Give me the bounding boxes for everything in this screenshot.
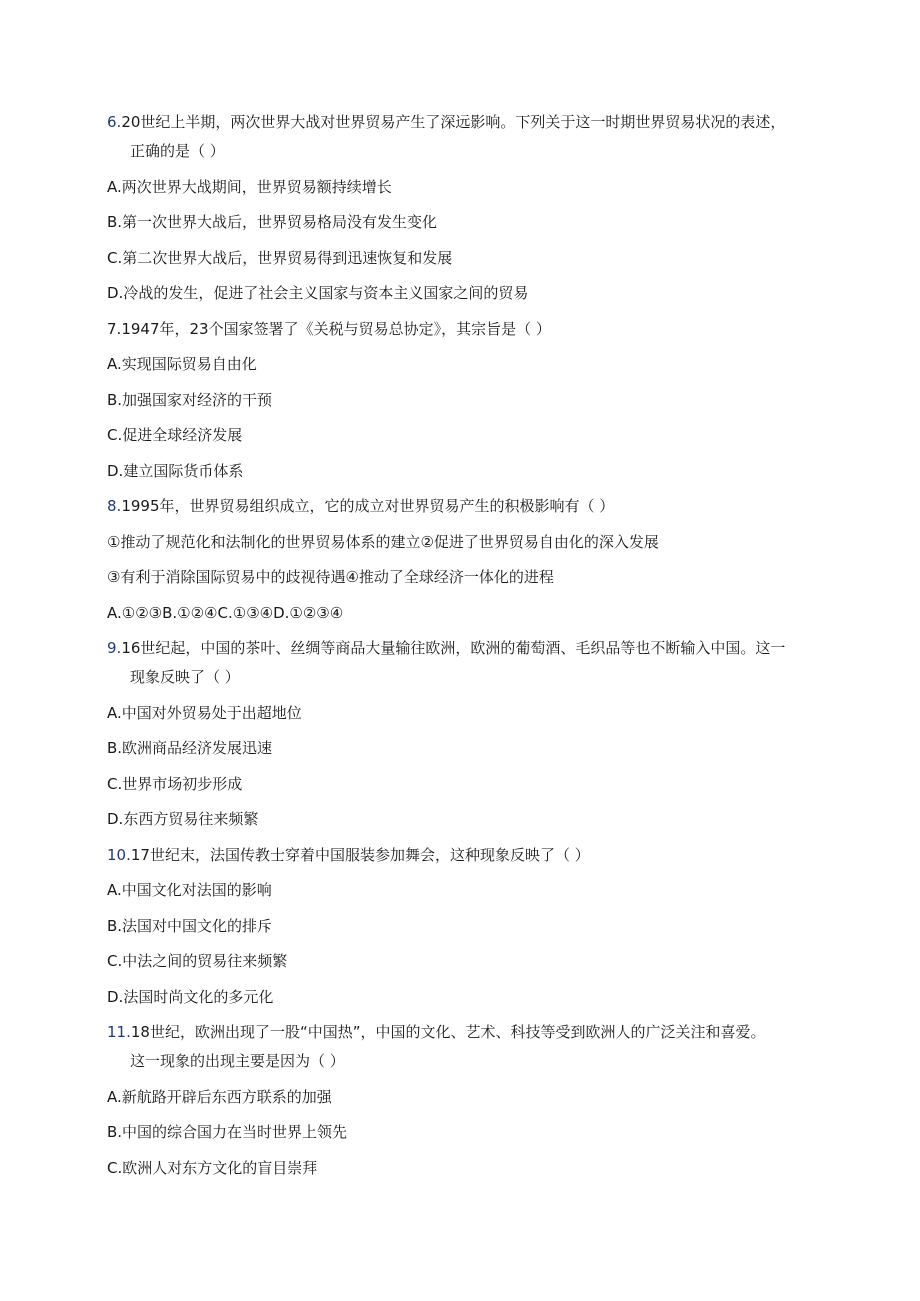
option-d: D.建立国际货币体系	[107, 461, 244, 480]
question-text: 1995年，世界贸易组织成立，它的成立对世界贸易产生的积极影响有（ ）	[121, 497, 615, 515]
question-stem	[107, 845, 807, 865]
option-b: B.法国对中国文化的排斥	[107, 916, 273, 935]
question-stem	[107, 112, 807, 161]
question-stem	[107, 496, 807, 516]
question-6	[107, 112, 807, 303]
question-11	[107, 1022, 807, 1178]
option-d: D.法国时尚文化的多元化	[107, 987, 274, 1006]
option-d: D.东西方贸易往来频繁	[107, 810, 259, 828]
question-text: 18世纪，欧洲出现了一股“中国热”，中国的文化、艺术、科技等受到欧洲人的广泛关注和喜爱。	[130, 1023, 766, 1041]
option-c: C.促进全球经济发展	[107, 426, 243, 444]
question-number: 9.	[107, 639, 122, 657]
option-b: B.第一次世界大战后，世界贸易格局没有发生变化	[107, 213, 438, 231]
option-c: C.欧洲人对东方文化的盲目崇拜	[107, 1158, 318, 1177]
question-number: 7.	[107, 319, 122, 338]
question-7	[107, 319, 807, 481]
option-a: A.中国对外贸易处于出超地位	[107, 703, 302, 722]
question-text: 1947年，23个国家签署了《关税与贸易总协定》，其宗旨是（ ）	[121, 319, 551, 338]
question-number: 8.	[107, 497, 122, 515]
option-b: B.欧洲商品经济发展迅速	[107, 739, 273, 757]
option-c: C.中法之间的贸易往来频繁	[107, 952, 288, 970]
question-stem	[107, 638, 807, 687]
option-c: C.第二次世界大战后，世界贸易得到迅速恢复和发展	[107, 248, 453, 267]
question-text: 16世纪起，中国的茶叶、丝绸等商品大量输往欧洲，欧洲的葡萄酒、毛织品等也不断输入中国。这一	[121, 639, 786, 657]
option-d: D.冷战的发生，促进了社会主义国家与资本主义国家之间的贸易	[107, 284, 529, 302]
question-text-continued: 现象反映了（ ）	[130, 668, 240, 686]
question-10	[107, 845, 807, 1007]
question-text: 20世纪上半期，两次世界大战对世界贸易产生了深远影响。下列关于这一时期世界贸易状况的表述，	[121, 113, 786, 131]
statement-line-1: ①推动了规范化和法制化的世界贸易体系的建立②促进了世界贸易自由化的深入发展	[107, 532, 659, 551]
question-8	[107, 496, 807, 623]
question-text: 17世纪末，法国传教士穿着中国服装参加舞会，这种现象反映了（ ）	[130, 845, 590, 864]
option-a: A.新航路开辟后东西方联系的加强	[107, 1087, 332, 1106]
question-stem	[107, 1022, 807, 1071]
question-text-continued: 这一现象的出现主要是因为（ ）	[130, 1052, 345, 1070]
option-b: B.加强国家对经济的干预	[107, 390, 273, 409]
question-number: 11.	[107, 1023, 131, 1041]
exam-page	[107, 112, 807, 1193]
question-number: 6.	[107, 113, 122, 131]
options-inline: A.①②③B.①②④C.①③④D.①②③④	[107, 603, 344, 622]
option-a: A.中国文化对法国的影响	[107, 881, 272, 899]
question-stem	[107, 319, 807, 339]
question-9	[107, 638, 807, 829]
option-a: A.两次世界大战期间，世界贸易额持续增长	[107, 177, 392, 196]
option-c: C.世界市场初步形成	[107, 774, 243, 793]
question-text-continued: 正确的是（ ）	[130, 142, 225, 160]
statement-line-2: ③有利于消除国际贸易中的歧视待遇④推动了全球经济一体化的进程	[107, 568, 554, 586]
question-number: 10.	[107, 845, 131, 864]
option-b: B.中国的综合国力在当时世界上领先	[107, 1123, 348, 1141]
option-a: A.实现国际贸易自由化	[107, 355, 257, 373]
